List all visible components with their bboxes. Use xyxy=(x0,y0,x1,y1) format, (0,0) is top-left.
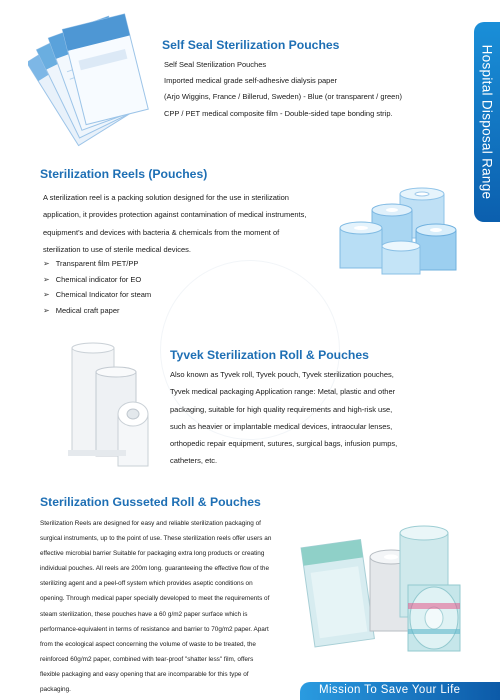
footer-banner xyxy=(300,682,500,700)
side-tab-banner xyxy=(474,22,500,222)
text-line: packaging, suitable for high quality requirements and high-risk use, xyxy=(170,404,393,414)
text-line: reinforced 60g/m2 paper, combined with tear-proof "shatter less" film, offers xyxy=(40,655,254,663)
text-line: catheters, etc. xyxy=(170,456,218,466)
text-line: A sterilization reel is a packing solution designed for the use in sterilization xyxy=(43,193,289,202)
text-line: packaging. xyxy=(40,686,71,694)
text-line: such as heavier or implantable medical devices, intraocular lenses, xyxy=(170,421,393,431)
text-line: Tyvek medical packaging Application range: Metal, plastic and other xyxy=(170,387,396,397)
footer-tagline: Mission To Save Your Life xyxy=(319,684,461,696)
text-line: steam sterilization, these pouches have a 60 g/m2 paper surface which is xyxy=(40,610,248,618)
text-line: sterilization to use of sterile medical devices. xyxy=(43,245,191,255)
side-tab-label: Hospital Disposal Range xyxy=(479,44,495,200)
section3-title: Tyvek Sterilization Roll & Pouches xyxy=(170,348,369,362)
text-line: performance-equivalent in terms of resistance and barrier to 70g/m2 paper. Apart xyxy=(40,625,269,633)
text-line: orthopedic repair equipment, sutures, surgical bags, infusion pumps, xyxy=(170,439,398,449)
text-line: Sterilization Reels are designed for easy and reliable sterilization packaging of xyxy=(40,520,261,527)
text-line: application, it provides protection against contamination of medical instruments, xyxy=(43,210,307,220)
text-line: opening. Through medical paper specially developed to meet the requirements of xyxy=(40,595,270,603)
section2-title: Sterilization Reels (Pouches) xyxy=(40,167,208,181)
list-item: ➢ Medical craft paper xyxy=(43,303,151,319)
list-item: ➢ Transparent film PET/PP xyxy=(43,256,151,272)
gusseted-rolls-image xyxy=(300,525,470,665)
text-line: effective microbial barrier Suitable for packaging extra long products or creating xyxy=(40,550,265,558)
text-line: Self Seal Sterilization Pouches xyxy=(164,60,267,69)
list-item: ➢ Chemical Indicator for steam xyxy=(43,287,151,303)
self-seal-pouches-image xyxy=(28,10,158,150)
section3-text xyxy=(170,366,397,470)
text-line: individual pouches. All reels are 200m long. guaranteeing the effective flow of the xyxy=(40,565,270,573)
text-line: (Arjo Wiggins, France / Billerud, Sweden) - Blue (or transparent / green) xyxy=(164,92,403,102)
text-line: sterilizing agent and a peel-off system which provides aseptic conditions on xyxy=(40,580,253,588)
text-line: CPP / PET medical composite film - Double-sided tape bonding strip. xyxy=(164,108,393,118)
sterilization-reels-image xyxy=(330,180,465,280)
section4-text xyxy=(40,516,271,697)
section2-bullet-list xyxy=(43,256,151,318)
text-line: surgical instruments, up to the point of use. These sterilization reels offer users an xyxy=(40,535,272,543)
tyvek-rolls-image xyxy=(68,342,158,472)
list-item: ➢ Chemical indicator for EO xyxy=(43,272,151,288)
section1-text xyxy=(164,57,402,122)
text-line: Imported medical grade self-adhesive dialysis paper xyxy=(164,76,338,86)
text-line: from the ecological aspect concerning the volume of waste to be treated, the xyxy=(40,640,256,648)
text-line: flexible packaging and easy opening that are incomparable for this type of xyxy=(40,670,249,678)
text-line: equipment’s and devices with bacteria & chemicals from the moment of xyxy=(43,227,280,237)
section4-title: Sterilization Gusseted Roll & Pouches xyxy=(40,495,261,509)
section2-text xyxy=(43,189,306,259)
section1-title: Self Seal Sterilization Pouches xyxy=(162,38,340,52)
text-line: Also known as Tyvek roll, Tyvek pouch, Tyvek sterilization pouches, xyxy=(170,370,394,379)
